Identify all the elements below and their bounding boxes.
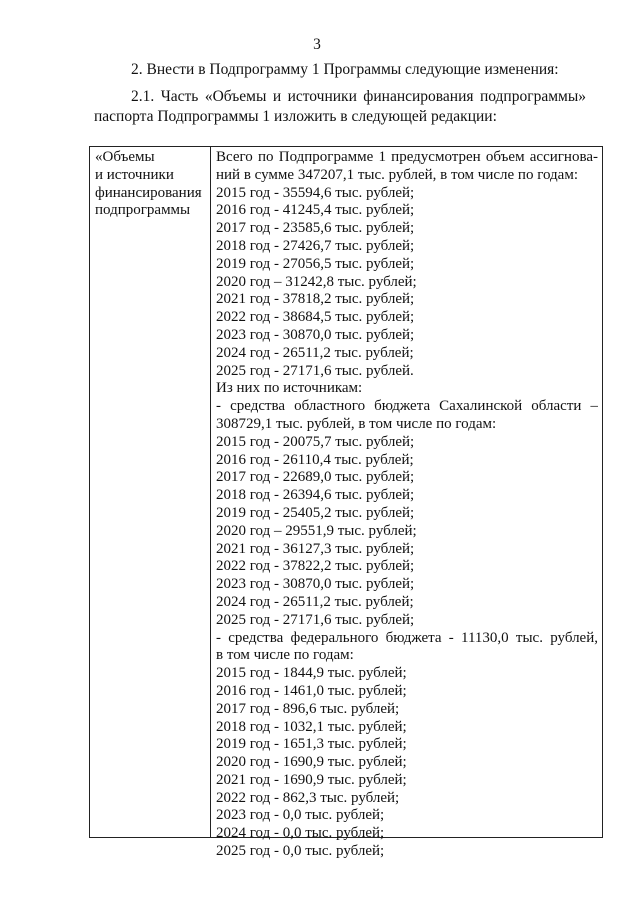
table-left-line: и источники [95,166,174,183]
table-right-line: 2018 год - 26394,6 тыс. рублей; [216,487,415,504]
table-right-line: 2021 год - 1690,9 тыс. рублей; [216,771,407,788]
table-right-line: 2022 год - 38684,5 тыс. рублей; [216,309,415,326]
table-left-line: «Объемы [95,149,155,165]
table-right-line: 2021 год - 36127,3 тыс. рублей; [216,540,415,557]
table-right-line: 2016 год - 1461,0 тыс. рублей; [216,682,407,699]
paragraph-section-2-1-line-2: паспорта Подпрограммы 1 изложить в следующей редакции: [94,108,497,125]
table-right-line: 2024 год - 0,0 тыс. рублей; [216,825,385,842]
table-right-line: 2016 год - 26110,4 тыс. рублей; [216,451,414,468]
table-right-line: 2018 год - 1032,1 тыс. рублей; [216,718,407,735]
table-right-line: 2019 год - 27056,5 тыс. рублей; [216,255,415,272]
page-number: 3 [313,36,321,53]
table-right-line: 2025 год - 27171,6 тыс. рублей. [216,362,414,379]
table-left-line: подпрограммы [95,202,191,219]
table-right-line: 2024 год - 26511,2 тыс. рублей; [216,593,414,610]
table-right-line: 2015 год - 35594,6 тыс. рублей; [216,184,415,201]
table-left-cell [95,149,207,220]
table-right-line: 2020 год – 31242,8 тыс. рублей; [216,273,417,290]
table-right-line: 2019 год - 25405,2 тыс. рублей; [216,504,415,521]
table-right-line: 2023 год - 30870,0 тыс. рублей; [216,576,415,593]
table-right-line: Всего по Подпрограмме 1 предусмотрен объем ассигнова- [216,149,598,165]
table-right-line: 308729,1 тыс. рублей, в том числе по годам: [216,415,497,432]
table-right-line: - средства областного бюджета Сахалинской области – [216,398,598,415]
table-right-line: 2015 год - 1844,9 тыс. рублей; [216,665,407,682]
table-right-line: 2018 год - 27426,7 тыс. рублей; [216,237,415,254]
table-right-line: 2017 год - 22689,0 тыс. рублей; [216,469,415,486]
table-right-line: 2019 год - 1651,3 тыс. рублей; [216,736,407,753]
table-right-line: 2024 год - 26511,2 тыс. рублей; [216,344,414,361]
table-right-line: ний в сумме 347207,1 тыс. рублей, в том числе по годам: [216,166,578,183]
paragraph-amendment-intro: 2. Внести в Подпрограмму 1 Программы следующие изменения: [131,61,559,78]
table-right-line: 2015 год - 20075,7 тыс. рублей; [216,433,415,450]
table-right-line: Из них по источникам: [216,380,363,397]
table-right-line: - средства федерального бюджета - 11130,0 тыс. рублей, [216,629,598,646]
table-right-line: 2021 год - 37818,2 тыс. рублей; [216,291,415,308]
table-right-line: 2025 год - 27171,6 тыс. рублей; [216,611,415,628]
table-right-cell [216,149,598,861]
table-right-line: 2023 год - 30870,0 тыс. рублей; [216,326,415,343]
table-right-line: 2017 год - 23585,6 тыс. рублей; [216,220,415,237]
table-right-line: 2020 год – 29551,9 тыс. рублей; [216,522,417,539]
paragraph-section-2-1-line-1: 2.1. Часть «Объемы и источники финансирования подпрограммы» [131,88,586,105]
table-right-line: 2022 год - 862,3 тыс. рублей; [216,789,400,806]
table-right-line: 2020 год - 1690,9 тыс. рублей; [216,754,407,771]
table-right-line: 2016 год - 41245,4 тыс. рублей; [216,202,415,219]
table-left-line: финансирования [95,184,202,201]
table-right-line: 2017 год - 896,6 тыс. рублей; [216,700,400,717]
table-right-line: в том числе по годам: [216,647,354,664]
table-right-line: 2025 год - 0,0 тыс. рублей; [216,843,385,860]
financing-table [89,146,603,860]
table-column-divider [210,147,211,837]
table-right-line: 2023 год - 0,0 тыс. рублей; [216,807,385,824]
table-right-line: 2022 год - 37822,2 тыс. рублей; [216,558,415,575]
